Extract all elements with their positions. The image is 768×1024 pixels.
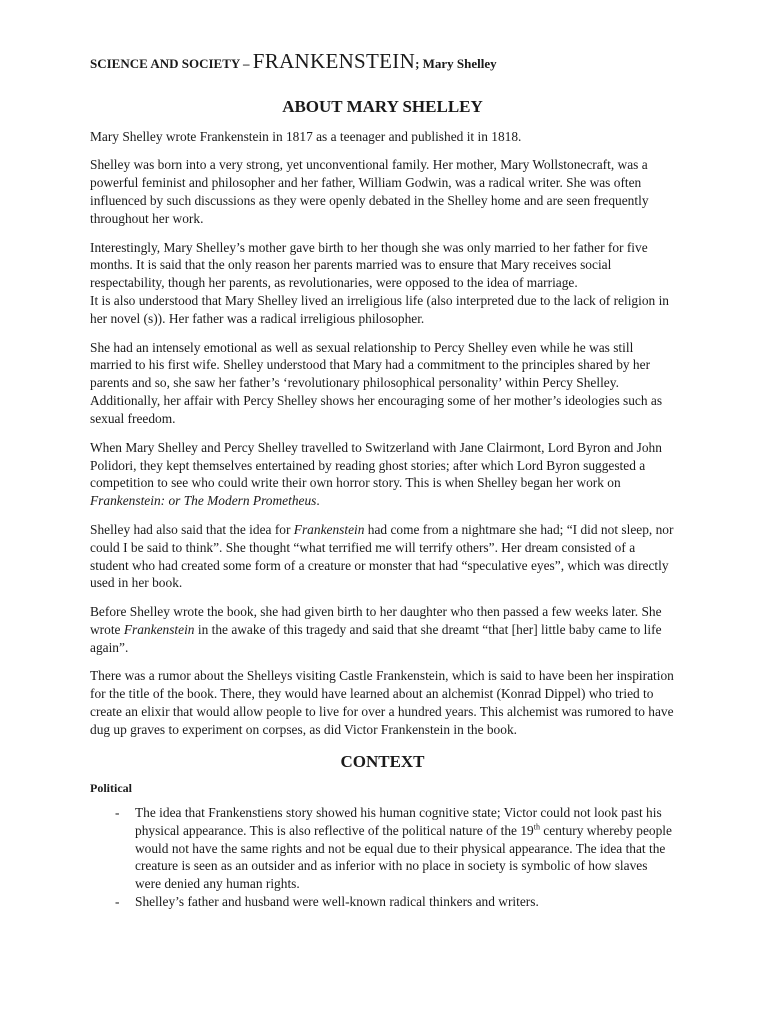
list-item — [90, 893, 675, 911]
bullet-1-end: century whereby people would not have the same rights and not be equal due to their physical appearance. The idea that the creature is seen as an outsider and as inferior with no place in society is symbolic of how slaves were denied any human rights. — [135, 822, 672, 892]
about-paragraph-2: Shelley was born into a very strong, yet unconventional family. Her mother, Mary Wollstonecraft, was a powerful feminist and philosopher and her father, William Godwin, was a radical writer. She was often influenced by such discussions as they were openly debated in the Shelley home and are seen frequently throughout her work. — [90, 157, 649, 227]
about-paragraph-6 — [90, 521, 675, 593]
paragraph-6-text: had come from a nightmare she had; “I did not sleep, nor could I be said to think”. She thought “what terrified me will terrify others”. Her dream consisted of a student who had created some form of a creature or monster that had “speculative eyes”, which was directly used in her book. — [90, 521, 674, 591]
about-heading: ABOUT MARY SHELLEY — [282, 97, 483, 116]
ordinal-suffix: th — [533, 822, 540, 832]
document-title — [90, 48, 675, 77]
paragraph-5-end: . — [316, 493, 320, 509]
about-paragraph-4: She had an intensely emotional as well as sexual relationship to Percy Shelley even while he was still married to his first wife. Shelley understood that Mary had a commitment to the principles shared by her parents and so, she saw her father’s ‘revolutionary philosophical personality’ within Percy Shelley. Additionally, her affair with Percy Shelley shows her encouraging some of her mother’s ideologies such as sexual freedom. — [90, 339, 663, 427]
about-paragraph-5 — [90, 439, 675, 511]
bullet-1-start: The idea that Frankenstiens story showed his human cognitive state; Victor could not look past his physical appearance. This is also reflective of the political nature of the 19 — [135, 804, 662, 838]
title-prefix: SCIENCE AND SOCIETY – — [90, 56, 253, 71]
paragraph-3-part-b: It is also understood that Mary Shelley lived an irreligious life (also interpreted due to the lack of religion in her novel (s)). Her father was a radical irreligious philosopher. — [90, 293, 669, 327]
title-frankenstein: FRANKENSTEIN — [252, 49, 416, 73]
context-heading: CONTEXT — [340, 751, 425, 771]
list-item — [90, 804, 675, 894]
about-paragraph-7 — [90, 603, 675, 657]
about-paragraph-1: Mary Shelley wrote Frankenstein in 1817 as a teenager and published it in 1818. — [90, 129, 522, 144]
bullet-2-text: Shelley’s father and husband were well-known radical thinkers and writers. — [135, 894, 539, 910]
paragraph-6-start: Shelley had also said that the idea for — [90, 521, 294, 537]
title-suffix: ; Mary Shelley — [415, 56, 497, 71]
bullet-dash: - — [115, 804, 120, 820]
paragraph-3-part-a: Interestingly, Mary Shelley’s mother gave birth to her though she was only married to her father for five months. It is said that the only reason her parents married was to ensure that Mary receives social respectability, though her parents, as revolutionaries, were opposed to the idea of marriage. — [90, 239, 648, 291]
novel-title: Frankenstein — [123, 621, 195, 637]
paragraph-7-start: Before Shelley wrote the book, she had given birth to her daughter who then passed a few weeks later. She wrote — [90, 603, 662, 637]
about-paragraph-8: There was a rumor about the Shelleys visiting Castle Frankenstein, which is said to have been her inspiration for the title of the book. There, they would have learned about an alchemist (Konrad Dippel) who tried to create an elixir that would allow people to live for over a hundred years. This alchemist was rumored to have dug up graves to experiment on corpses, as did Victor Frankenstein in the book. — [90, 668, 674, 737]
paragraph-5-text: When Mary Shelley and Percy Shelley travelled to Switzerland with Jane Clairmont, Lord Byron and John Polidori, they kept themselves entertained by reading ghost stories; after which Lord Byron suggested a competition to see who could write their own horror story. This is when Shelley began her work on — [90, 439, 662, 491]
political-subheading: Political — [90, 780, 132, 795]
bullet-dash: - — [115, 894, 120, 910]
novel-title: Frankenstein — [293, 521, 365, 537]
paragraph-7-text: in the awake of this tragedy and said that she dreamt “that [her] little baby came to life again”. — [90, 621, 662, 655]
novel-title-full: Frankenstein: or The Modern Prometheus — [90, 493, 317, 509]
political-bullet-list — [90, 804, 675, 911]
document-page — [90, 48, 675, 911]
about-paragraph-3 — [90, 239, 675, 329]
